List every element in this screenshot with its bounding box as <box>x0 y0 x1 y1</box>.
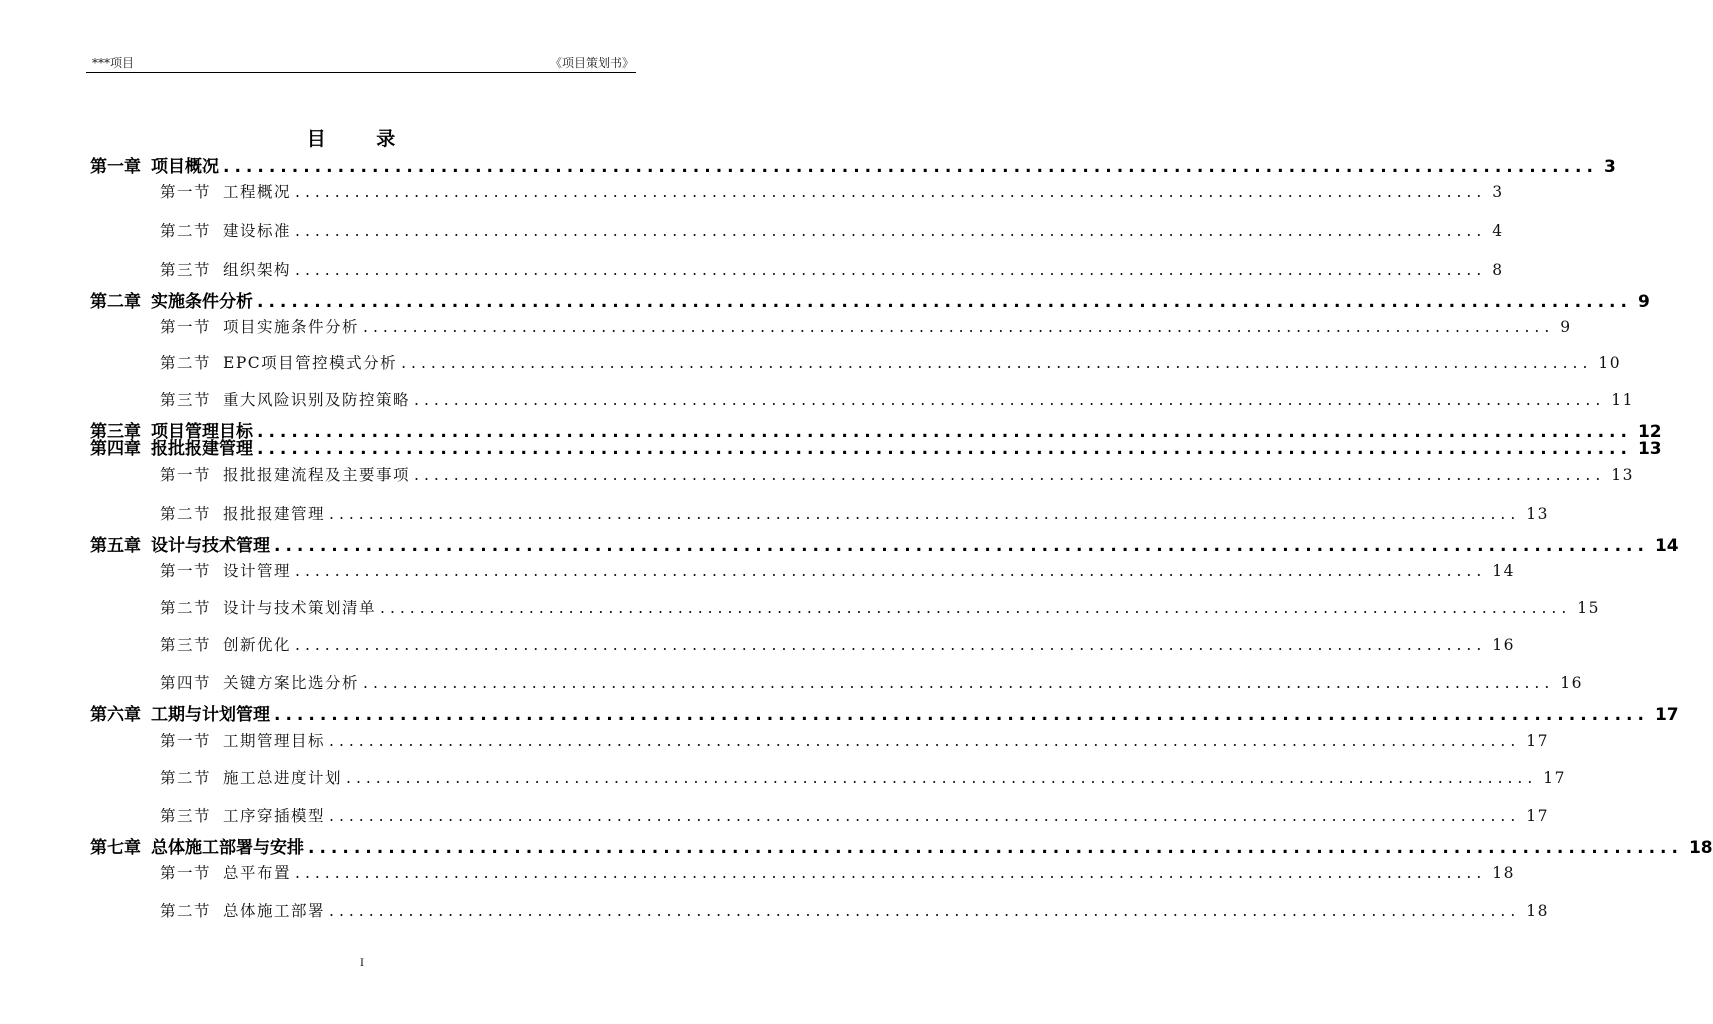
toc-entry-label <box>160 219 291 241</box>
toc-entry-page: 9 <box>1560 318 1572 336</box>
toc-leader-dots: ........................................................................................................................ <box>308 838 1683 858</box>
toc-chapter-entry[interactable] <box>90 287 1650 312</box>
toc-leader-dots: ........................................................................................................................ <box>363 318 1555 336</box>
toc-leader-dots: ........................................................................................................................ <box>329 807 1521 825</box>
toc-entry-label <box>90 152 219 177</box>
toc-leader-dots: ........................................................................................................................ <box>295 261 1487 279</box>
toc-entry-title: 组织架构 <box>223 261 292 279</box>
toc-entry-page: 4 <box>1492 222 1504 240</box>
toc-entry-label <box>160 899 325 921</box>
toc-leader-dots: ........................................................................................................................ <box>274 536 1649 556</box>
toc-entry-page: 13 <box>1611 466 1635 484</box>
toc-entry-title: 总平布置 <box>223 864 292 882</box>
toc-chapter-entry[interactable] <box>90 152 1616 177</box>
toc-leader-dots: ........................................................................................................................ <box>295 562 1487 580</box>
toc-entry-number: 第二节 <box>160 354 212 372</box>
toc-leader-dots: ........................................................................................................................ <box>295 183 1487 201</box>
toc-entry-page: 15 <box>1577 599 1601 617</box>
toc-entry-title: 报批报建流程及主要事项 <box>223 466 411 484</box>
toc-entry-label <box>160 804 325 826</box>
toc-entry-number: 第七章 <box>90 838 141 858</box>
toc-entry-page: 17 <box>1526 732 1550 750</box>
toc-leader-dots: ........................................................................................................................ <box>380 599 1572 617</box>
toc-section-entry[interactable] <box>160 351 1622 373</box>
toc-entry-page: 14 <box>1492 562 1516 580</box>
toc-entry-label <box>90 434 253 459</box>
toc-entry-title: 实施条件分析 <box>151 292 253 312</box>
toc-entry-number: 第五章 <box>90 536 141 556</box>
toc-entry-title: 施工总进度计划 <box>223 769 343 787</box>
toc-entry-title: 报批报建管理 <box>151 439 253 459</box>
toc-section-entry[interactable] <box>160 804 1550 826</box>
header-left: ***项目 <box>92 56 135 70</box>
toc-entry-title: 工程概况 <box>223 183 292 201</box>
toc-title: 目 录 <box>306 128 418 150</box>
toc-entry-page: 12 <box>1637 422 1662 442</box>
toc-entry-number: 第二节 <box>160 505 212 523</box>
toc-section-entry[interactable] <box>160 388 1635 410</box>
toc-entry-number: 第六章 <box>90 705 141 725</box>
toc-leader-dots: ........................................................................................................................ <box>329 732 1521 750</box>
toc-entry-page: 17 <box>1543 769 1567 787</box>
toc-entry-label <box>160 861 291 883</box>
toc-section-entry[interactable] <box>160 899 1550 921</box>
toc-entry-title: 报批报建管理 <box>223 505 326 523</box>
toc-entry-title: 项目实施条件分析 <box>223 318 360 336</box>
toc-section-entry[interactable] <box>160 463 1635 485</box>
toc-leader-dots: ........................................................................................................................ <box>257 439 1632 459</box>
toc-entry-label <box>160 671 359 693</box>
toc-entry-label <box>90 287 253 312</box>
toc-entry-number: 第一节 <box>160 183 212 201</box>
toc-entry-label <box>90 700 270 725</box>
toc-entry-title: 关键方案比选分析 <box>223 674 360 692</box>
toc-entry-page: 3 <box>1492 183 1504 201</box>
toc-entry-number: 第二章 <box>90 292 141 312</box>
toc-entry-label <box>160 258 291 280</box>
toc-entry-number: 第四章 <box>90 439 141 459</box>
toc-entry-page: 16 <box>1492 636 1516 654</box>
toc-leader-dots: ........................................................................................................................ <box>274 705 1649 725</box>
toc-section-entry[interactable] <box>160 766 1567 788</box>
toc-chapter-entry[interactable] <box>90 833 1713 858</box>
toc-leader-dots: ........................................................................................................................ <box>346 769 1538 787</box>
toc-entry-page: 11 <box>1611 391 1635 409</box>
toc-entry-page: 13 <box>1526 505 1550 523</box>
toc-entry-number: 第二节 <box>160 902 212 920</box>
toc-entry-number: 第四节 <box>160 674 212 692</box>
toc-entry-page: 13 <box>1637 439 1662 459</box>
toc-section-entry[interactable] <box>160 633 1516 655</box>
toc-section-entry[interactable] <box>160 219 1504 241</box>
toc-section-entry[interactable] <box>160 258 1504 280</box>
toc-entry-label <box>160 729 325 751</box>
footer-page-number: I <box>360 958 364 969</box>
toc-entry-title: 工期与计划管理 <box>151 705 270 725</box>
toc-entry-title: 总体施工部署 <box>223 902 326 920</box>
toc-entry-page: 18 <box>1688 838 1713 858</box>
toc-entry-title: 设计管理 <box>223 562 292 580</box>
toc-entry-title: 重大风险识别及防控策略 <box>223 391 411 409</box>
toc-section-entry[interactable] <box>160 559 1516 581</box>
toc-entry-title: 工序穿插模型 <box>223 807 326 825</box>
toc-entry-title: 建设标准 <box>223 222 292 240</box>
toc-leader-dots: ........................................................................................................................ <box>257 292 1632 312</box>
toc-leader-dots: ........................................................................................................................ <box>401 354 1593 372</box>
toc-entry-label <box>160 180 291 202</box>
toc-entry-number: 第一节 <box>160 732 212 750</box>
toc-entry-page: 3 <box>1603 157 1616 177</box>
toc-entry-number: 第二节 <box>160 769 212 787</box>
toc-entry-title: 总体施工部署与安排 <box>151 838 304 858</box>
toc-entry-title: 设计与技术管理 <box>151 536 270 556</box>
toc-entry-number: 第三节 <box>160 261 212 279</box>
toc-entry-page: 9 <box>1637 292 1650 312</box>
toc-leader-dots: ........................................................................................................................ <box>223 157 1598 177</box>
toc-entry-number: 第三节 <box>160 636 212 654</box>
toc-entry-title: 项目管理目标 <box>151 422 253 442</box>
toc-entry-label <box>90 531 270 556</box>
toc-entry-number: 第一节 <box>160 318 212 336</box>
toc-chapter-entry[interactable] <box>90 531 1679 556</box>
toc-entry-title: EPC项目管控模式分析 <box>223 354 398 372</box>
toc-leader-dots: ........................................................................................................................ <box>414 466 1606 484</box>
toc-entry-label <box>160 463 410 485</box>
toc-entry-page: 18 <box>1526 902 1550 920</box>
toc-entry-label <box>160 315 359 337</box>
toc-entry-page: 17 <box>1526 807 1550 825</box>
toc-entry-label <box>160 559 291 581</box>
toc-section-entry[interactable] <box>160 502 1550 524</box>
toc-entry-label <box>160 388 410 410</box>
toc-entry-label <box>160 351 397 373</box>
toc-entry-page: 16 <box>1560 674 1584 692</box>
toc-leader-dots: ........................................................................................................................ <box>295 222 1487 240</box>
toc-entry-number: 第一节 <box>160 562 212 580</box>
toc-leader-dots: ........................................................................................................................ <box>257 422 1632 442</box>
toc-entry-number: 第三节 <box>160 807 212 825</box>
toc-section-entry[interactable] <box>160 596 1601 618</box>
toc-section-entry[interactable] <box>160 315 1572 337</box>
toc-entry-label <box>160 596 376 618</box>
toc-entry-label <box>160 633 291 655</box>
toc-section-entry[interactable] <box>160 729 1550 751</box>
toc-section-entry[interactable] <box>160 180 1504 202</box>
toc-entry-number: 第三章 <box>90 422 141 442</box>
toc-entry-page: 18 <box>1492 864 1516 882</box>
toc-entry-number: 第二节 <box>160 599 212 617</box>
toc-entry-label <box>160 502 325 524</box>
toc-entry-number: 第二节 <box>160 222 212 240</box>
toc-entry-title: 项目概况 <box>151 157 219 177</box>
toc-entry-page: 8 <box>1492 261 1504 279</box>
toc-section-entry[interactable] <box>160 861 1516 883</box>
toc-entry-number: 第一章 <box>90 157 141 177</box>
header-rule <box>86 72 636 73</box>
toc-entry-page: 14 <box>1654 536 1679 556</box>
toc-entry-page: 17 <box>1654 705 1679 725</box>
toc-entry-label <box>90 833 304 858</box>
toc-entry-title: 创新优化 <box>223 636 292 654</box>
toc-leader-dots: ........................................................................................................................ <box>295 636 1487 654</box>
toc-entry-title: 工期管理目标 <box>223 732 326 750</box>
toc-leader-dots: ........................................................................................................................ <box>329 505 1521 523</box>
toc-entry-title: 设计与技术策划清单 <box>223 599 377 617</box>
toc-leader-dots: ........................................................................................................................ <box>329 902 1521 920</box>
toc-leader-dots: ........................................................................................................................ <box>363 674 1555 692</box>
toc-chapter-entry[interactable] <box>90 434 1662 459</box>
toc-entry-page: 10 <box>1598 354 1622 372</box>
toc-section-entry[interactable] <box>160 671 1584 693</box>
toc-entry-number: 第一节 <box>160 864 212 882</box>
header-right: 《项目策划书》 <box>549 56 634 70</box>
toc-leader-dots: ........................................................................................................................ <box>295 864 1487 882</box>
toc-entry-number: 第三节 <box>160 391 212 409</box>
toc-entry-number: 第一节 <box>160 466 212 484</box>
toc-leader-dots: ........................................................................................................................ <box>414 391 1606 409</box>
toc-entry-label <box>160 766 342 788</box>
toc-chapter-entry[interactable] <box>90 700 1679 725</box>
